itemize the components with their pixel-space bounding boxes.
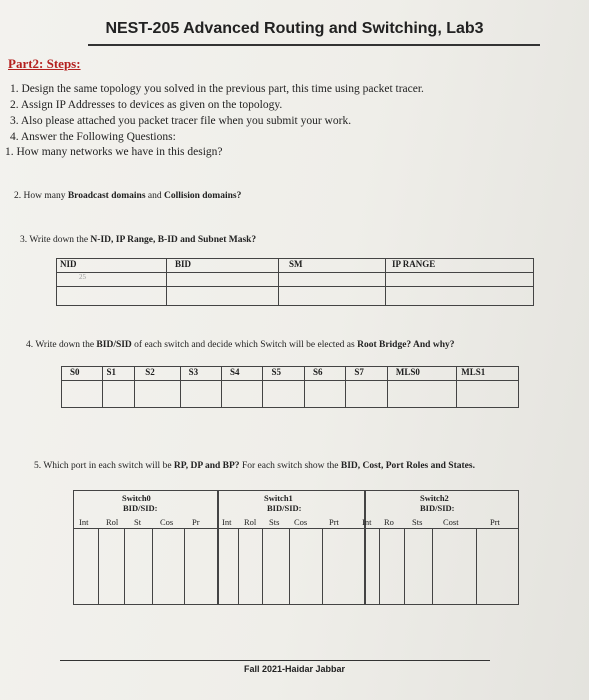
- column-line: [152, 528, 153, 605]
- column-line: [322, 528, 323, 605]
- col-role: Rol: [244, 517, 257, 527]
- header-mls1: MLS1: [457, 367, 519, 381]
- question-3: [20, 235, 256, 245]
- footer-text: Fall 2021-Haidar Jabbar: [243, 664, 346, 674]
- header-nid: NID: [57, 259, 167, 273]
- step-2: 2. Assign IP Addresses to devices as given on the topology.: [10, 99, 283, 111]
- header-sm: SM: [279, 259, 386, 273]
- column-line: [404, 528, 405, 605]
- header-bid: BID: [167, 259, 279, 273]
- col-state: Sts: [412, 517, 423, 527]
- col-state: Sts: [269, 517, 280, 527]
- col-port: Prt: [329, 517, 339, 527]
- table-cell: [387, 381, 456, 408]
- question-2: [14, 191, 241, 201]
- port-table-header-line: [73, 528, 519, 529]
- footer-rule: [60, 660, 490, 661]
- switch2-name: Switch2: [420, 493, 449, 503]
- step-3: 3. Also please attached you packet tracer file when you submit your work.: [10, 115, 352, 127]
- part-heading: Part2: Steps:: [8, 56, 81, 71]
- question-2-text: 2. How many: [14, 191, 68, 201]
- col-cost: Cos: [294, 517, 308, 527]
- table-cell: [103, 381, 135, 408]
- col-role: Ro: [384, 517, 394, 527]
- col-int: Int: [362, 517, 372, 527]
- header-s6: S6: [304, 367, 345, 381]
- switch-divider: [364, 490, 366, 605]
- question-5-text: 5. Which port in each switch will be: [34, 461, 174, 471]
- table-cell: [386, 287, 534, 306]
- question-3-text: 3. Write down the: [20, 235, 91, 245]
- column-line: [432, 528, 433, 605]
- header-mls0: MLS0: [387, 367, 456, 381]
- question-5-bold-1: RP, DP and BP?: [173, 461, 240, 471]
- step-4: 4. Answer the Following Questions:: [10, 131, 176, 143]
- header-s4: S4: [222, 367, 263, 381]
- col-port: Pr: [192, 517, 200, 527]
- table-cell: [279, 273, 386, 287]
- table-cell: [457, 381, 519, 408]
- question-3-bold: N-ID, IP Range, B-ID and Subnet Mask?: [90, 235, 257, 245]
- column-line: [124, 528, 125, 605]
- table-cell: [57, 287, 167, 306]
- question-2-mid: and: [145, 191, 164, 201]
- col-cost: Cos: [160, 517, 174, 527]
- question-2-bold-2: Collision domains?: [163, 191, 242, 201]
- column-line: [98, 528, 99, 605]
- column-line: [379, 528, 380, 605]
- header-s2: S2: [135, 367, 180, 381]
- question-4-bold-1: BID/SID: [96, 340, 132, 350]
- switch-divider: [217, 490, 219, 605]
- network-table: [56, 258, 534, 306]
- table-cell: [222, 381, 263, 408]
- step-1: 1. Design the same topology you solved in the previous part, this time using packet tracer.: [10, 83, 424, 95]
- column-line: [238, 528, 239, 605]
- question-4-mid: of each switch and decide which Switch will be elected as: [131, 340, 358, 350]
- col-int: Int: [222, 517, 232, 527]
- page-title: NEST-205 Advanced Routing and Switching, Lab3: [105, 20, 484, 37]
- question-5-bold-2: BID, Cost, Port Roles and States.: [340, 461, 475, 471]
- header-s5: S5: [263, 367, 304, 381]
- question-2-bold-1: Broadcast domains: [67, 191, 146, 201]
- header-s0: S0: [62, 367, 103, 381]
- question-4-text: 4. Write down the: [26, 340, 97, 350]
- switch0-name: Switch0: [122, 493, 151, 503]
- table-cell: [346, 381, 387, 408]
- col-role: Rol: [106, 517, 119, 527]
- bid-sid-table: [61, 366, 519, 408]
- col-cost: Cost: [443, 517, 459, 527]
- col-int: Int: [79, 517, 89, 527]
- header-s7: S7: [346, 367, 387, 381]
- column-line: [289, 528, 290, 605]
- question-4: [26, 340, 454, 350]
- col-port: Prt: [490, 517, 500, 527]
- switch0-bid: BID/SID:: [123, 503, 158, 513]
- question-5-mid: For each switch show the: [239, 461, 341, 471]
- column-line: [184, 528, 185, 605]
- column-line: [262, 528, 263, 605]
- switch2-bid: BID/SID:: [420, 503, 455, 513]
- switch1-name: Switch1: [264, 493, 293, 503]
- header-ip-range: IP RANGE: [386, 259, 534, 273]
- table-cell: [167, 287, 279, 306]
- header-s1: S1: [103, 367, 135, 381]
- title-underline: [88, 44, 540, 46]
- table-cell: [279, 287, 386, 306]
- table-cell: [167, 273, 279, 287]
- question-1: 1. How many networks we have in this design?: [5, 146, 223, 158]
- question-5: [34, 461, 475, 471]
- table-cell: [62, 381, 103, 408]
- table-cell: [135, 381, 180, 408]
- table-cell: [263, 381, 304, 408]
- table-cell: 25: [57, 273, 167, 287]
- switch1-bid: BID/SID:: [267, 503, 302, 513]
- header-s3: S3: [180, 367, 221, 381]
- table-cell: [386, 273, 534, 287]
- question-4-bold-2: Root Bridge? And why?: [357, 340, 455, 350]
- table-cell: [180, 381, 221, 408]
- col-state: St: [134, 517, 142, 527]
- table-cell: [304, 381, 345, 408]
- column-line: [476, 528, 477, 605]
